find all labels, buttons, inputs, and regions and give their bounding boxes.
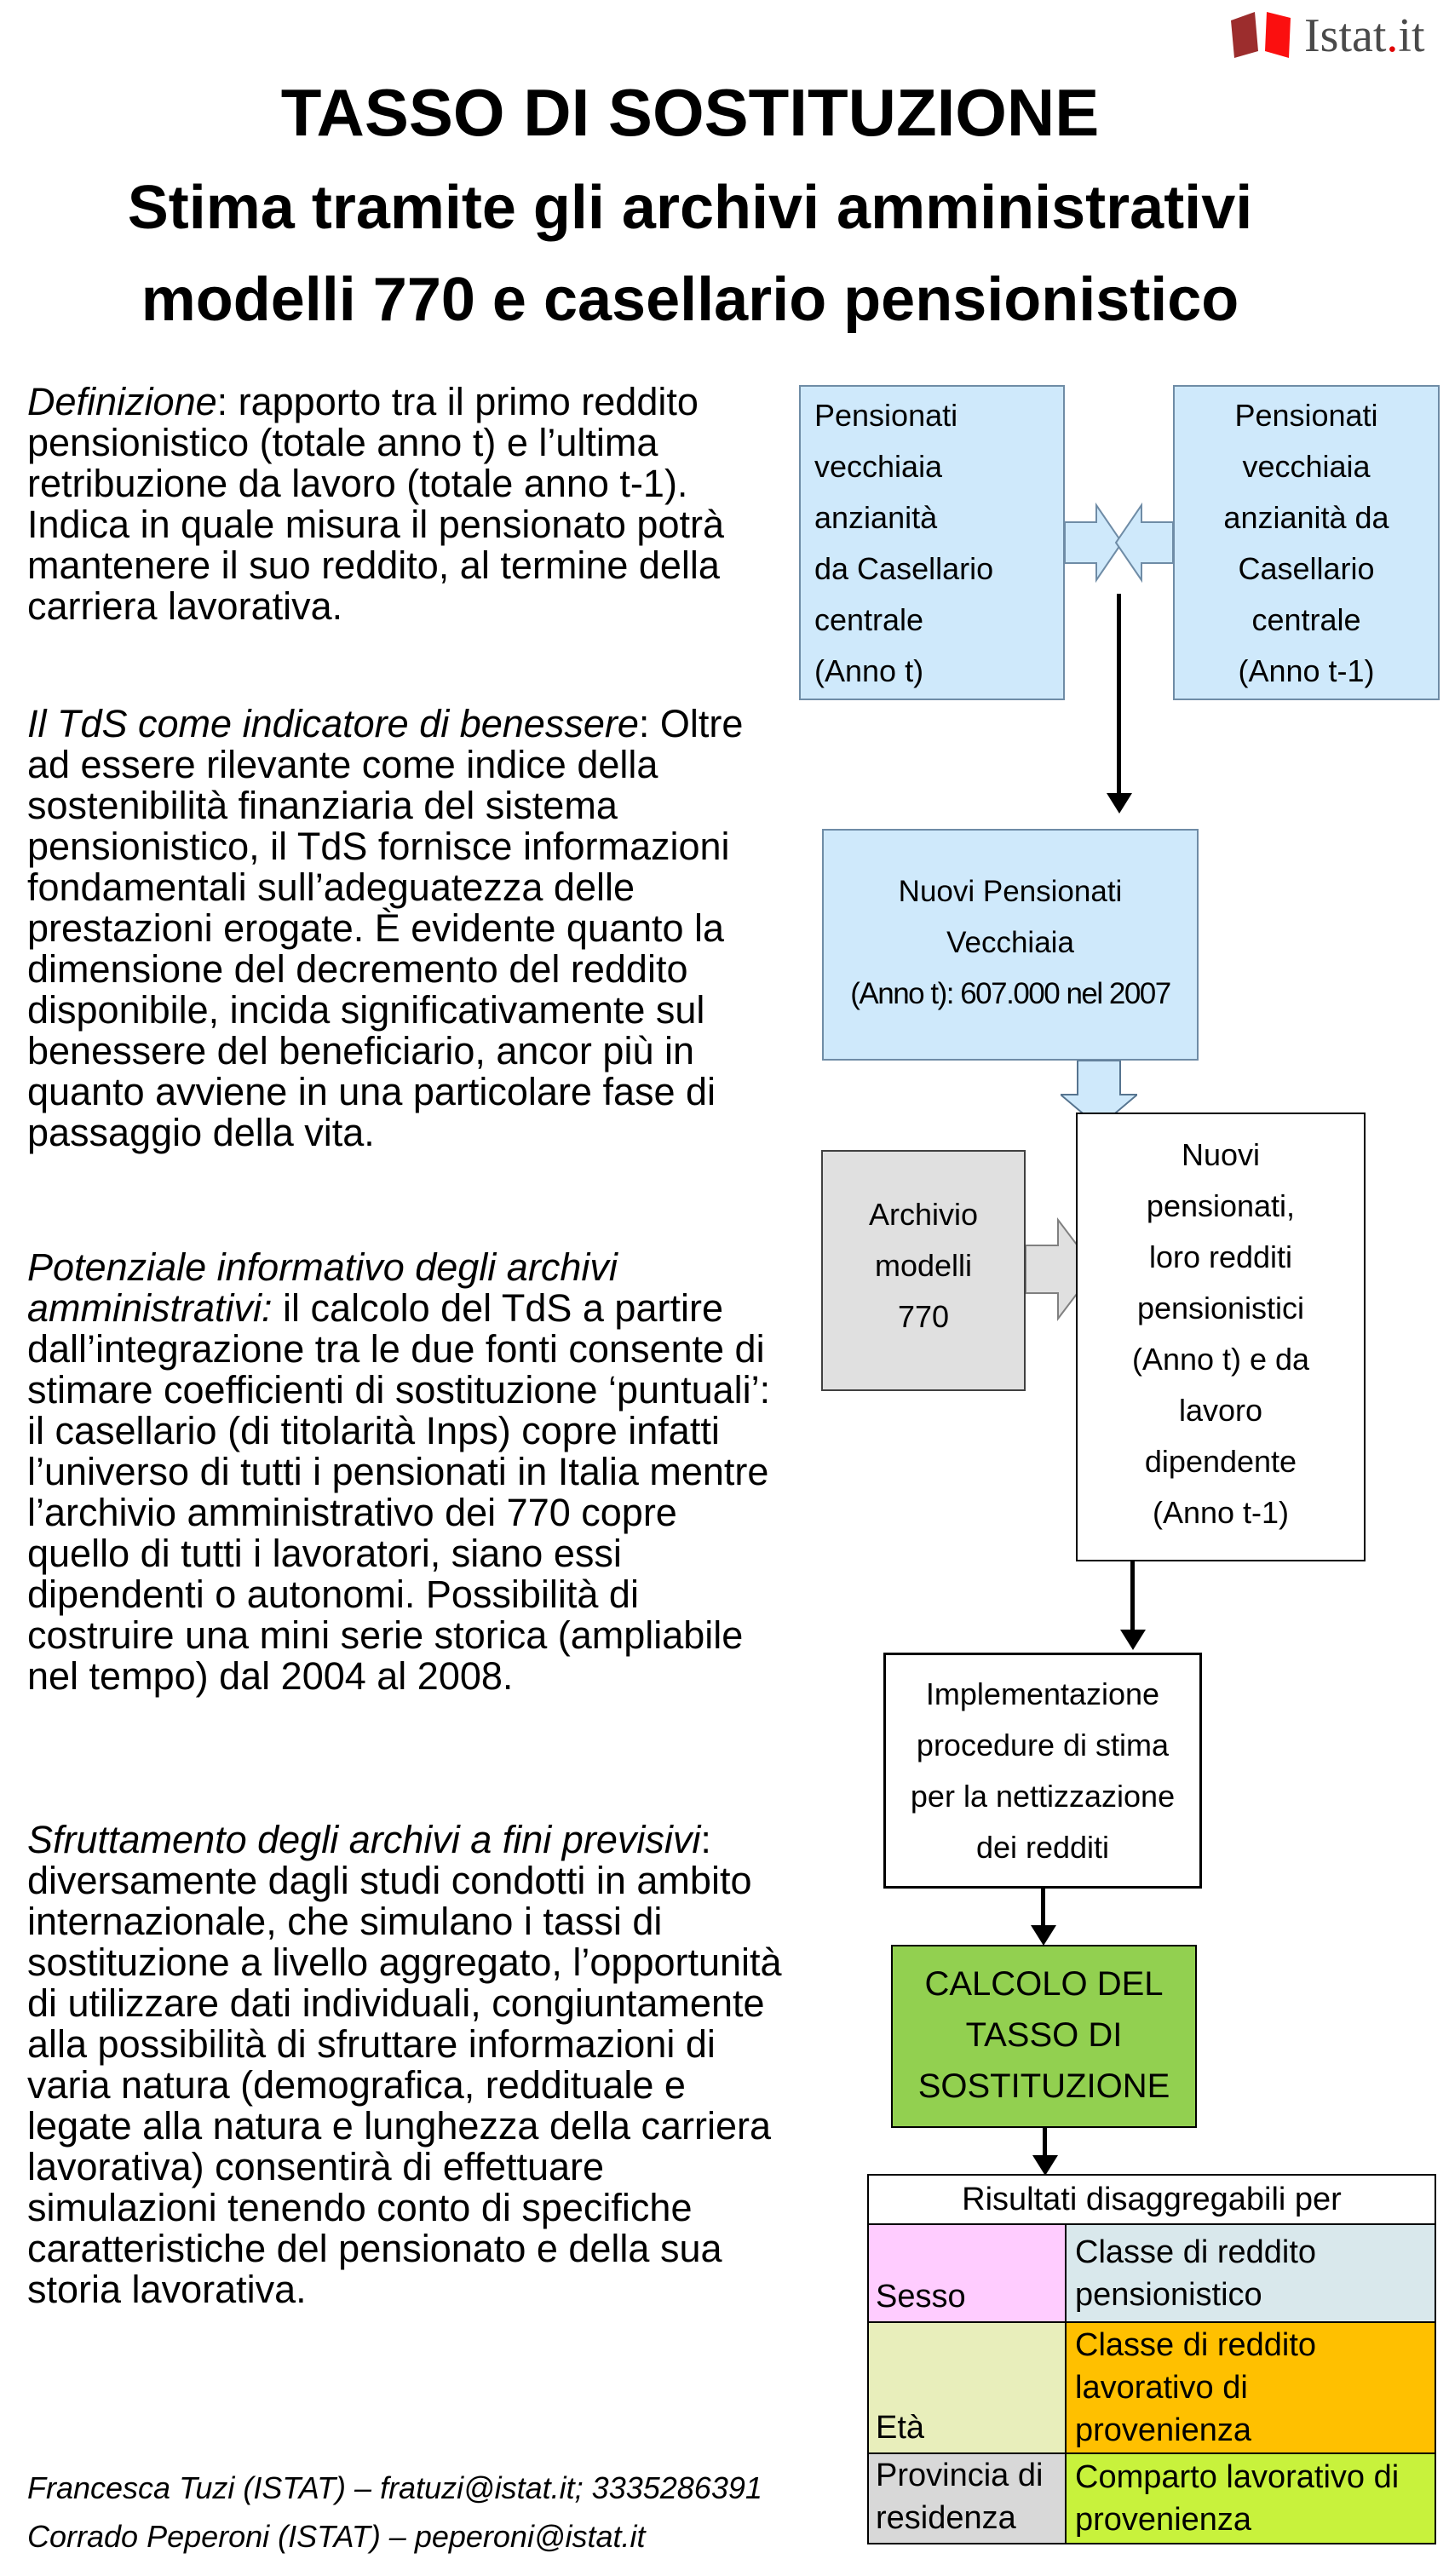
flow-box-line: vecchiaia — [814, 449, 943, 484]
flow-box-line: Nuovi Pensionati — [898, 875, 1123, 908]
flow-box-pensionati-anno-t1 — [1173, 385, 1440, 700]
arrowhead-down-icon — [1031, 1925, 1056, 1946]
flow-box-line: Casellario — [1238, 551, 1375, 586]
paragraph-tds-body: : Oltre ad essere rilevante come indice della sostenibilità finanziaria del sistema pensionistico, il TdS fornisce informazioni fondamentali sull’adeguatezza delle prestazioni erogate. È evidente quanto la dimensione del decremento del reddito disponibile, incida significativamente sul benessere del beneficiario, ancor più in quanto avviene in una particolare fase di passaggio della vita. — [27, 702, 744, 1154]
istat-logo — [1222, 7, 1444, 66]
flow-box-pensionati-anno-t — [799, 385, 1065, 700]
connector-line-3 — [1041, 1889, 1045, 1927]
flow-box-line: modelli — [874, 1248, 973, 1283]
flow-box-line: TASSO DI — [965, 2016, 1123, 2054]
page-title — [26, 65, 1354, 344]
paragraph-potenziale-lead: Potenziale informativo degli archivi amministrativi: — [27, 1245, 618, 1330]
results-table — [867, 2174, 1436, 2544]
cell-comparto-lavorativo: Comparto lavorativo di provenienza — [1067, 2454, 1435, 2543]
footer-contacts — [27, 2464, 837, 2561]
flow-box-line: vecchiaia — [1242, 449, 1371, 484]
logo-text: Istat.it — [1304, 9, 1425, 62]
flow-box-line: anzianità — [814, 500, 938, 535]
title-line-2: Stima tramite gli archivi amministrativi — [127, 174, 1253, 242]
merge-arrows-icon — [1061, 498, 1180, 592]
flow-box-line: Nuovi — [1181, 1137, 1261, 1172]
flow-box-line: dei redditi — [975, 1830, 1110, 1865]
paragraph-tds-lead: Il TdS come indicatore di benessere — [27, 702, 639, 745]
flow-box-line: centrale — [1251, 602, 1361, 637]
cell-classe-reddito-lavorativo: Classe di reddito lavorativo di provenienza — [1067, 2323, 1435, 2452]
flow-box-line: Implementazione — [925, 1676, 1160, 1711]
flow-box-implementazione — [883, 1653, 1202, 1889]
paragraph-definizione-lead: Definizione — [27, 380, 217, 423]
table-row — [869, 2323, 1435, 2454]
table-row — [869, 2454, 1435, 2543]
flow-box-line: Pensionati — [1234, 398, 1378, 433]
footer-line-2: Corrado Peperoni (ISTAT) – peperoni@istat.it — [27, 2519, 646, 2554]
paragraph-sfruttamento — [27, 1820, 790, 2310]
flow-box-line: (Anno t) e da — [1131, 1342, 1310, 1377]
flow-box-line: (Anno t): 607.000 nel 2007 — [850, 977, 1170, 1010]
paragraph-definizione — [27, 382, 790, 627]
flow-box-archivio-770 — [821, 1150, 1026, 1391]
logo-books-icon — [1222, 7, 1301, 65]
flow-box-line: anzianità da — [1223, 500, 1389, 535]
table-row — [869, 2225, 1435, 2323]
flow-box-redditi — [1076, 1113, 1366, 1561]
flow-box-calcolo — [891, 1945, 1197, 2128]
connector-line-2 — [1130, 1561, 1135, 1631]
flow-box-line: Vecchiaia — [946, 926, 1074, 959]
flow-box-line: pensionistici — [1136, 1291, 1305, 1325]
logo-dot: . — [1386, 9, 1399, 62]
cell-sesso: Sesso — [869, 2225, 1067, 2321]
flow-box-line: 770 — [897, 1299, 950, 1334]
flow-box-line: procedure di stima — [916, 1728, 1170, 1762]
cell-provincia-residenza: Provincia di residenza — [869, 2454, 1067, 2543]
paragraph-definizione-body: : rapporto tra il primo reddito pensionistico (totale anno t) e l’ultima retribuzione da lavoro (totale anno t-1). Indica in quale misura il pensionato potrà mantenere il suo reddito, al termine della carriera lavorativa. — [27, 380, 724, 628]
flow-box-line: loro redditi — [1148, 1239, 1293, 1274]
paragraph-potenziale — [27, 1247, 790, 1697]
title-line-1: TASSO DI SOSTITUZIONE — [280, 75, 1100, 150]
flow-box-line: pensionati, — [1146, 1188, 1296, 1223]
paragraph-sfruttamento-body: : diversamente dagli studi condotti in ambito internazionale, che simulano i tassi di sostituzione a livello aggregato, l’opportunità di utilizzare dati individuali, congiuntamente alla possibilità di sfruttare informazioni di varia natura (demografica, reddituale e legate alla natura e lunghezza della carriera lavorativa) consentirà di effettuare simulazioni tenendo conto di specifiche caratteristiche del pensionato e della sua storia lavorativa. — [27, 1818, 782, 2311]
arrowhead-down-icon — [1107, 793, 1132, 814]
arrowhead-down-icon — [1032, 2155, 1058, 2176]
cell-classe-reddito-pensionistico: Classe di reddito pensionistico — [1067, 2225, 1435, 2321]
flow-box-line: lavoro — [1178, 1393, 1263, 1428]
arrowhead-down-icon — [1120, 1630, 1146, 1650]
flow-box-line: (Anno t-1) — [1238, 653, 1375, 688]
flow-box-line: da Casellario — [814, 551, 994, 586]
cell-eta: Età — [869, 2323, 1067, 2452]
paragraph-sfruttamento-lead: Sfruttamento degli archivi a fini previsivi — [27, 1818, 701, 1861]
flow-box-line: centrale — [814, 602, 924, 637]
paragraph-tds-benessere — [27, 704, 790, 1153]
title-line-3: modelli 770 e casellario pensionistico — [141, 266, 1239, 334]
footer-line-1: Francesca Tuzi (ISTAT) – fratuzi@istat.it; 3335286391 — [27, 2470, 762, 2505]
flow-box-nuovi-pensionati — [822, 829, 1199, 1061]
flow-box-line: per la nettizzazione — [910, 1779, 1176, 1814]
flow-box-line: Pensionati — [814, 398, 958, 433]
flow-box-line: SOSTITUZIONE — [917, 2067, 1170, 2105]
flow-box-line: CALCOLO DEL — [924, 1965, 1164, 2003]
connector-line-4 — [1043, 2128, 1047, 2157]
connector-line-1 — [1117, 594, 1121, 795]
flow-box-line: (Anno t-1) — [1152, 1495, 1290, 1530]
flow-box-line: Archivio — [868, 1197, 979, 1232]
results-table-header: Risultati disaggregabili per — [869, 2176, 1435, 2225]
paragraph-potenziale-body: il calcolo del TdS a partire dall’integrazione tra le due fonti consente di stimare coefficienti di sostituzione ‘puntuali’: il casellario (di titolarità Inps) copre infatti l’universo di tutti i pensionati in Italia mentre l’archivio amministrativo dei 770 copre quello di tutti i lavoratori, siano essi dipendenti o autonomi. Possibilità di costruire una mini serie storica (ampliabile nel tempo) dal 2004 al 2008. — [27, 1286, 771, 1698]
flow-box-line: (Anno t) — [814, 653, 924, 688]
flow-box-line: dipendente — [1144, 1444, 1297, 1479]
